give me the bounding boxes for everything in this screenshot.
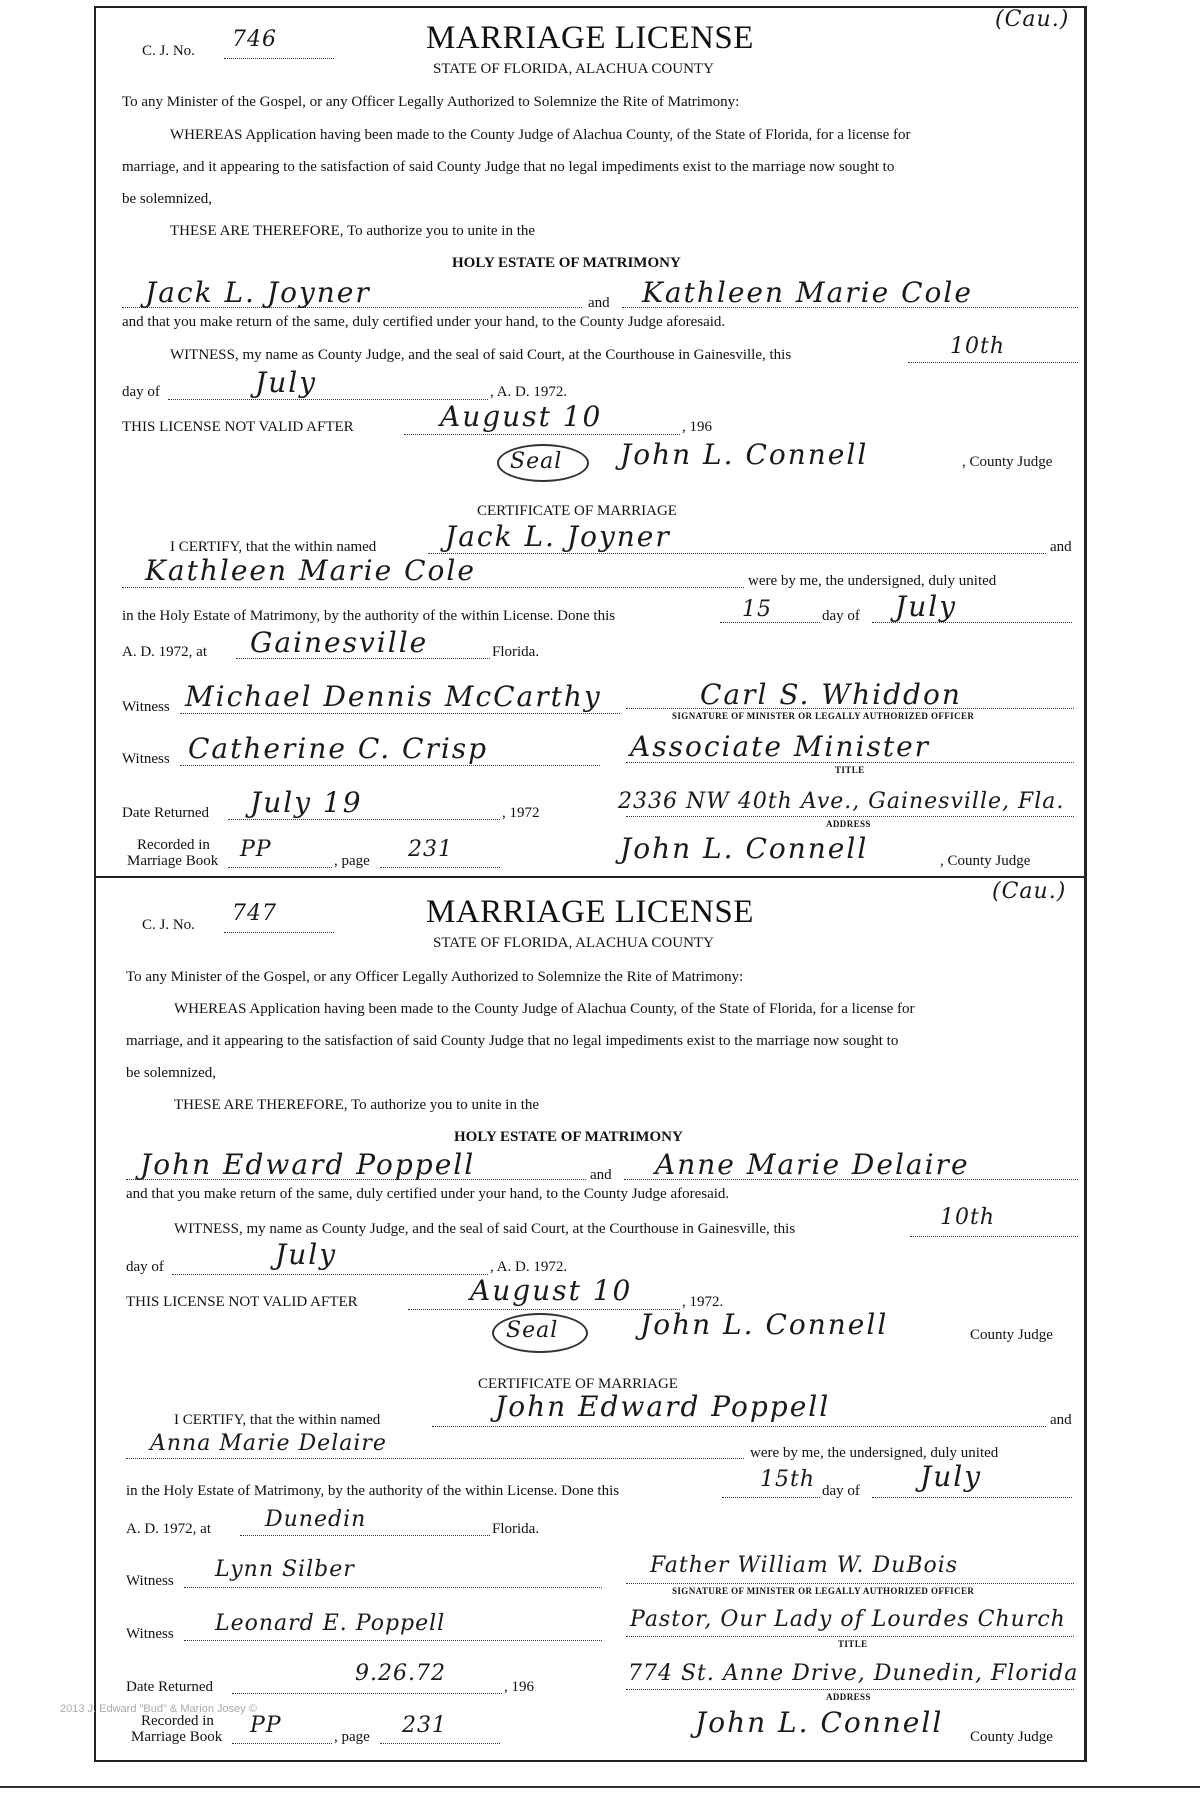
not-valid-date: August 10 xyxy=(440,400,603,433)
seal-text: Seal xyxy=(510,449,563,474)
county-judge-label: , County Judge xyxy=(962,454,1053,470)
ad-year-label: , A. D. 1972. xyxy=(490,1259,568,1275)
cert-and-label: and xyxy=(1050,1412,1072,1428)
marriage-book-label: Marriage Book xyxy=(131,1729,223,1745)
not-valid-date: August 10 xyxy=(470,1274,633,1307)
section-divider xyxy=(94,876,1086,878)
cert-and-label: and xyxy=(1050,539,1072,555)
done-day: 15th xyxy=(760,1467,816,1492)
signature-caption: SIGNATURE OF MINISTER OR LEGALLY AUTHORIZED OFFICER xyxy=(672,711,975,721)
marriage-book-label: Marriage Book xyxy=(127,853,219,869)
witness-2-label: Witness xyxy=(122,751,170,767)
holy-estate-heading: HOLY ESTATE OF MATRIMONY xyxy=(452,255,681,271)
title-caption: TITLE xyxy=(835,765,865,775)
done-day-of-label: day of xyxy=(822,608,860,624)
marriage-place: Dunedin xyxy=(265,1507,367,1532)
title-caption: TITLE xyxy=(838,1639,868,1649)
and-label: and xyxy=(590,1167,612,1183)
whereas-line-1: WHEREAS Application having been made to the County Judge of Alachua County, of the State of Florida, for a license for xyxy=(170,127,911,143)
florida-label: Florida. xyxy=(492,1521,540,1537)
license-subtitle: STATE OF FLORIDA, ALACHUA COUNTY xyxy=(433,935,714,951)
license-day: 10th xyxy=(950,334,1006,359)
groom-name: Jack L. Joyner xyxy=(145,276,371,309)
page-label: , page xyxy=(334,853,370,869)
page-value: 231 xyxy=(408,837,453,862)
cj-label: C. J. No. xyxy=(142,917,195,933)
witness-text: WITNESS, my name as County Judge, and the seal of said Court, at the Courthouse in Gainesville, this xyxy=(170,347,792,363)
done-month: July xyxy=(895,590,958,623)
county-judge-label-2: , County Judge xyxy=(940,853,1031,869)
intro-text: To any Minister of the Gospel, or any Officer Legally Authorized to Solemnize the Rite of Matrimony: xyxy=(126,969,744,985)
minister-signature: Father William W. DuBois xyxy=(650,1553,959,1578)
signature-caption: SIGNATURE OF MINISTER OR LEGALLY AUTHORIZED OFFICER xyxy=(672,1586,975,1596)
judge-signature: John L. Connell xyxy=(640,1308,889,1341)
united-label: were by me, the undersigned, duly united xyxy=(748,573,997,589)
license-title: MARRIAGE LICENSE xyxy=(426,20,754,56)
page-value: 231 xyxy=(402,1713,447,1738)
bottom-rule xyxy=(0,1786,1200,1788)
corner-note: (Cau.) xyxy=(995,7,1070,32)
certificate-title: CERTIFICATE OF MARRIAGE xyxy=(477,503,677,519)
return-text: and that you make return of the same, duly certified under your hand, to the County Judge aforesaid. xyxy=(126,1186,730,1202)
officer-address: 2336 NW 40th Ave., Gainesville, Fla. xyxy=(618,789,1065,814)
minister-title: Pastor, Our Lady of Lourdes Church xyxy=(630,1607,1066,1632)
therefore-text: THESE ARE THEREFORE, To authorize you to unite in the xyxy=(174,1097,540,1113)
cj-number: 747 xyxy=(232,901,277,926)
recorded-in-label: Recorded in xyxy=(137,837,210,853)
witness-2-label: Witness xyxy=(126,1626,174,1642)
address-caption: ADDRESS xyxy=(826,819,871,829)
and-label: and xyxy=(588,295,610,311)
whereas-line-2: marriage, and it appearing to the satisfaction of said County Judge that no legal impediments exist to the marriage now sought to xyxy=(126,1033,899,1049)
license-month: July xyxy=(275,1238,338,1271)
witness-1-name: Michael Dennis McCarthy xyxy=(185,680,602,713)
recorded-in-label: Recorded in xyxy=(141,1713,214,1729)
witness-2-name: Leonard E. Poppell xyxy=(215,1611,446,1636)
whereas-line-3: be solemnized, xyxy=(122,191,212,207)
corner-note: (Cau.) xyxy=(992,879,1067,904)
license-day: 10th xyxy=(940,1205,996,1230)
cert-groom-name: Jack L. Joyner xyxy=(445,520,671,553)
minister-title: Associate Minister xyxy=(630,730,931,763)
certify-label: I CERTIFY, that the within named xyxy=(170,539,377,555)
cj-number: 746 xyxy=(232,27,277,52)
date-returned-value: July 19 xyxy=(250,786,363,819)
ad-at-label: A. D. 1972, at xyxy=(122,644,207,660)
not-valid-year: , 196 xyxy=(682,419,712,435)
done-month: July xyxy=(920,1460,983,1493)
whereas-line-1: WHEREAS Application having been made to the County Judge of Alachua County, of the State of Florida, for a license for xyxy=(174,1001,915,1017)
not-valid-year: , 1972. xyxy=(682,1294,724,1310)
judge-signature-2: John L. Connell xyxy=(620,832,869,865)
date-returned-year: , 196 xyxy=(504,1679,534,1695)
ad-at-label: A. D. 1972, at xyxy=(126,1521,211,1537)
minister-signature: Carl S. Whiddon xyxy=(700,678,962,711)
intro-text: To any Minister of the Gospel, or any Officer Legally Authorized to Solemnize the Rite of Matrimony: xyxy=(122,94,740,110)
witness-1-label: Witness xyxy=(122,699,170,715)
groom-name: John Edward Poppell xyxy=(140,1148,476,1181)
not-valid-label: THIS LICENSE NOT VALID AFTER xyxy=(122,419,354,435)
judge-signature: John L. Connell xyxy=(620,438,869,471)
date-returned-year: , 1972 xyxy=(502,805,540,821)
date-returned-label: Date Returned xyxy=(122,805,210,821)
therefore-text: THESE ARE THEREFORE, To authorize you to unite in the xyxy=(170,223,536,239)
witness-1-name: Lynn Silber xyxy=(215,1557,355,1582)
county-judge-label-2: County Judge xyxy=(970,1729,1053,1745)
witness-1-label: Witness xyxy=(126,1573,174,1589)
certify-label: I CERTIFY, that the within named xyxy=(174,1412,381,1428)
page-label: , page xyxy=(334,1729,370,1745)
bride-name: Anne Marie Delaire xyxy=(655,1148,970,1181)
judge-signature-2: John L. Connell xyxy=(695,1706,944,1739)
ad-year-label: , A. D. 1972. xyxy=(490,384,568,400)
marriage-place: Gainesville xyxy=(250,626,429,659)
marriage-book-value: PP xyxy=(250,1713,282,1738)
day-of-label: day of xyxy=(122,384,160,400)
license-subtitle: STATE OF FLORIDA, ALACHUA COUNTY xyxy=(433,61,714,77)
cj-label: C. J. No. xyxy=(142,43,195,59)
united-label: were by me, the undersigned, duly united xyxy=(750,1445,999,1461)
done-day-of-label: day of xyxy=(822,1483,860,1499)
return-text: and that you make return of the same, duly certified under your hand, to the County Judge aforesaid. xyxy=(122,314,726,330)
cert-groom-name: John Edward Poppell xyxy=(495,1390,831,1423)
florida-label: Florida. xyxy=(492,644,540,660)
cert-bride-name: Anna Marie Delaire xyxy=(150,1431,387,1456)
certificate-title: CERTIFICATE OF MARRIAGE xyxy=(478,1376,678,1392)
copyright-watermark: 2013 J. Edward "Bud" & Marion Josey © xyxy=(60,1703,257,1715)
cert-bride-name: Kathleen Marie Cole xyxy=(145,554,476,587)
witness-2-name: Catherine C. Crisp xyxy=(188,732,489,765)
address-caption: ADDRESS xyxy=(826,1692,871,1702)
date-returned-value: 9.26.72 xyxy=(355,1661,446,1686)
day-of-label: day of xyxy=(126,1259,164,1275)
whereas-line-3: be solemnized, xyxy=(126,1065,216,1081)
holy-estate-heading: HOLY ESTATE OF MATRIMONY xyxy=(454,1129,683,1145)
holy-estate-line: in the Holy Estate of Matrimony, by the authority of the within License. Done this xyxy=(126,1483,620,1499)
license-title: MARRIAGE LICENSE xyxy=(426,894,754,930)
whereas-line-2: marriage, and it appearing to the satisfaction of said County Judge that no legal impediments exist to the marriage now sought to xyxy=(122,159,895,175)
county-judge-label: County Judge xyxy=(970,1327,1053,1343)
done-day: 15 xyxy=(742,597,772,622)
officer-address: 774 St. Anne Drive, Dunedin, Florida xyxy=(628,1661,1079,1686)
bride-name: Kathleen Marie Cole xyxy=(642,276,973,309)
date-returned-label: Date Returned xyxy=(126,1679,214,1695)
witness-text: WITNESS, my name as County Judge, and the seal of said Court, at the Courthouse in Gainesville, this xyxy=(174,1221,796,1237)
not-valid-label: THIS LICENSE NOT VALID AFTER xyxy=(126,1294,358,1310)
holy-estate-line: in the Holy Estate of Matrimony, by the authority of the within License. Done this xyxy=(122,608,616,624)
license-month: July xyxy=(255,366,318,399)
seal-text: Seal xyxy=(506,1318,559,1343)
marriage-book-value: PP xyxy=(240,837,272,862)
